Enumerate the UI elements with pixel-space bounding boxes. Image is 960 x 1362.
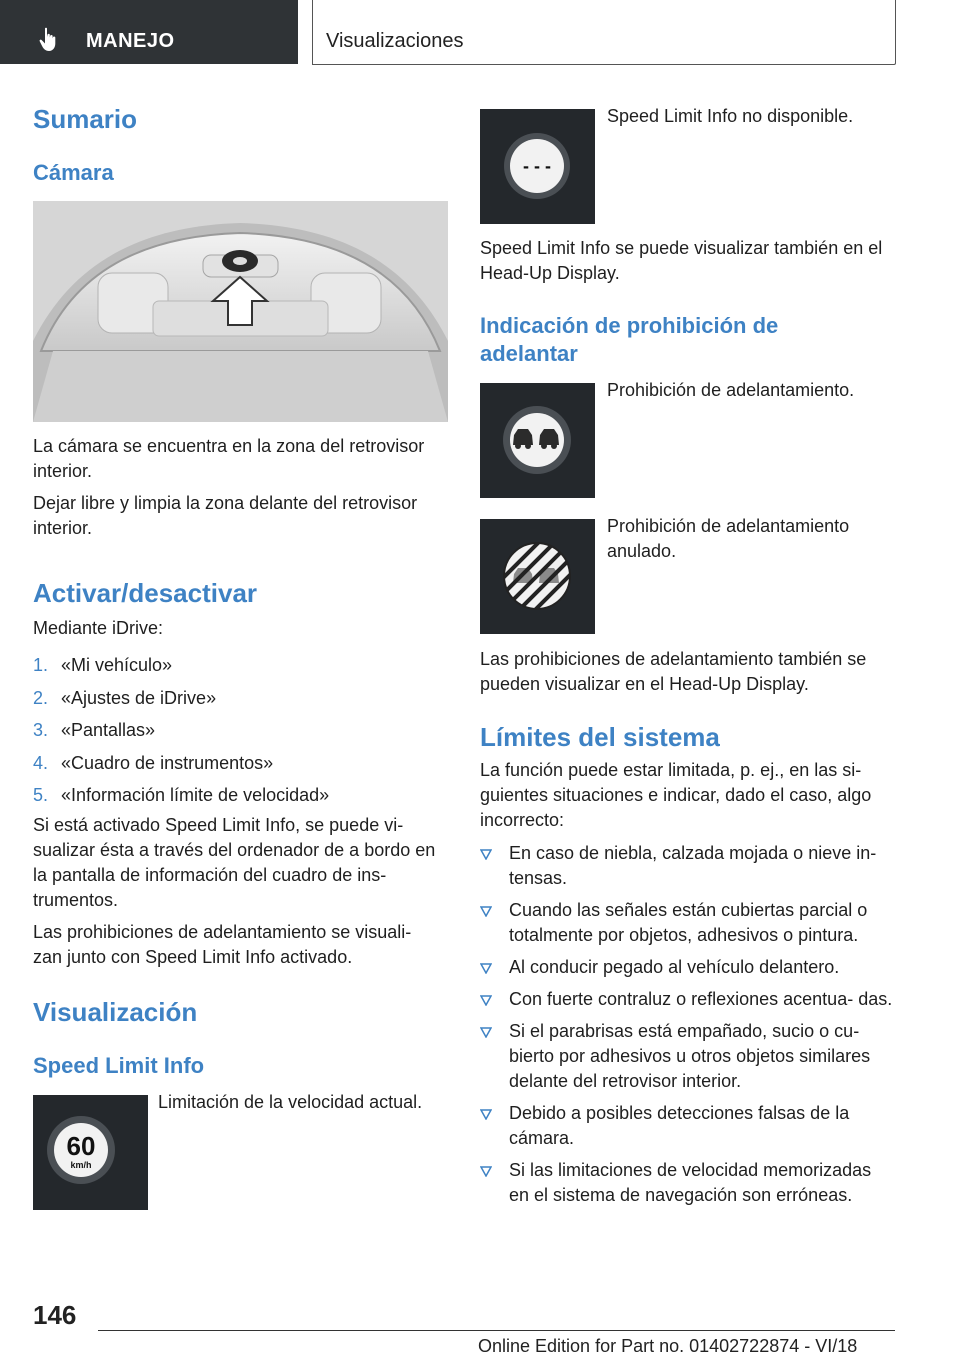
- no-overtaking-caption: Prohibición de adelantamiento.: [607, 380, 855, 400]
- list-item: 3. «Pantallas»: [33, 720, 156, 740]
- activated-info-text: Si está activado Speed Limit Info, se puede vi‐ sualizar ésta a través del ordenador de a bordo en la pantalla de información del cuadro de ins‐ trumentos.: [33, 815, 436, 910]
- unavailable-caption: Speed Limit Info no disponible.: [607, 106, 854, 126]
- list-item: Cuando las señales están cubiertas parcial o totalmente por objetos, adhesivos o pintura.: [480, 898, 895, 948]
- camera-clean-text: Dejar libre y limpia la zona delante del retrovisor interior.: [33, 493, 418, 538]
- triangle-bullet-icon: [480, 849, 492, 860]
- system-limits-list: [480, 841, 895, 1215]
- list-item: Si el parabrisas está empañado, sucio o cu‐ bierto por adhesivos u otros objetos similares delante del retrovisor interior.: [480, 1019, 895, 1094]
- heading-activar: Activar/desactivar: [33, 578, 258, 608]
- heading-speed-limit-info: Speed Limit Info: [33, 1053, 205, 1078]
- list-item: 5. «Información límite de velocidad»: [33, 785, 330, 805]
- list-item: Debido a posibles detecciones falsas de la cámara.: [480, 1101, 895, 1151]
- prohibition-headup-text: Las prohibiciones de adelantamiento también se pueden visualizar en el Head-Up Display.: [480, 649, 867, 694]
- heading-camara: Cámara: [33, 160, 114, 185]
- heading-sumario: Sumario: [33, 104, 138, 134]
- list-item: 2. «Ajustes de iDrive»: [33, 687, 217, 708]
- speed-limit-caption: Limitación de la velocidad actual.: [158, 1092, 423, 1112]
- list-item: 4. «Cuadro de instrumentos»: [33, 752, 274, 773]
- unavailable-dashes: - - -: [523, 156, 551, 176]
- list-item: 1. «Mi vehículo»: [33, 655, 173, 675]
- footer-divider: [98, 1330, 895, 1331]
- triangle-bullet-icon: [480, 995, 492, 1006]
- limits-intro-text: La función puede estar limitada, p. ej., en las si‐ guientes situaciones e indicar, dado el caso, algo incorrecto:: [480, 760, 872, 830]
- camera-location-text: La cámara se encuentra en la zona del retrovisor interior.: [33, 436, 425, 481]
- triangle-bullet-icon: [480, 963, 492, 974]
- end-no-overtaking-caption: Prohibición de adelantamiento anulado.: [607, 516, 850, 561]
- section-title: MANEJO: [86, 30, 175, 52]
- hand-touch-icon: [38, 27, 62, 53]
- speed-value: 60: [66, 1131, 96, 1161]
- speed-limit-unavailable-sign: [480, 109, 595, 224]
- list-item: En caso de niebla, calzada mojada o nieve in‐ tensas.: [480, 841, 895, 891]
- chapter-title: Visualizaciones: [326, 30, 464, 52]
- triangle-bullet-icon: [480, 1166, 492, 1177]
- section-tab: [0, 0, 298, 64]
- idrive-intro-text: Mediante iDrive:: [33, 618, 164, 638]
- list-item: Si las limitaciones de velocidad memorizadas en el sistema de navegación son erróneas.: [480, 1158, 895, 1208]
- speed-limit-60-sign: [33, 1095, 148, 1210]
- camera-location-photo: [33, 201, 448, 422]
- triangle-bullet-icon: [480, 906, 492, 917]
- idrive-steps-list: [33, 653, 448, 816]
- triangle-bullet-icon: [480, 1027, 492, 1038]
- end-no-overtaking-sign: [480, 519, 595, 634]
- page-number: 146: [33, 1300, 77, 1330]
- chapter-tab: [312, 0, 896, 65]
- edition-text: Online Edition for Part no. 01402722874 - VI/18: [478, 1336, 858, 1356]
- prohibition-info-text: Las prohibiciones de adelantamiento se visuali‐ zan junto con Speed Limit Info activado.: [33, 922, 412, 967]
- list-item: Al conducir pegado al vehículo delantero.: [480, 955, 895, 980]
- page-header: [0, 0, 960, 66]
- heading-visualizacion: Visualización: [33, 997, 198, 1027]
- heading-indicacion: Indicación de prohibición de adelantar: [480, 313, 779, 366]
- car-interior-illustration: [33, 201, 448, 422]
- speed-unit: km/h: [70, 1160, 92, 1170]
- list-item: Con fuerte contraluz o reflexiones acentua‐ das.: [480, 987, 895, 1012]
- heading-limites: Límites del sistema: [480, 722, 720, 752]
- triangle-bullet-icon: [480, 1109, 492, 1120]
- headup-display-text: Speed Limit Info se puede visualizar también en el Head-Up Display.: [480, 238, 883, 283]
- no-overtaking-sign: [480, 383, 595, 498]
